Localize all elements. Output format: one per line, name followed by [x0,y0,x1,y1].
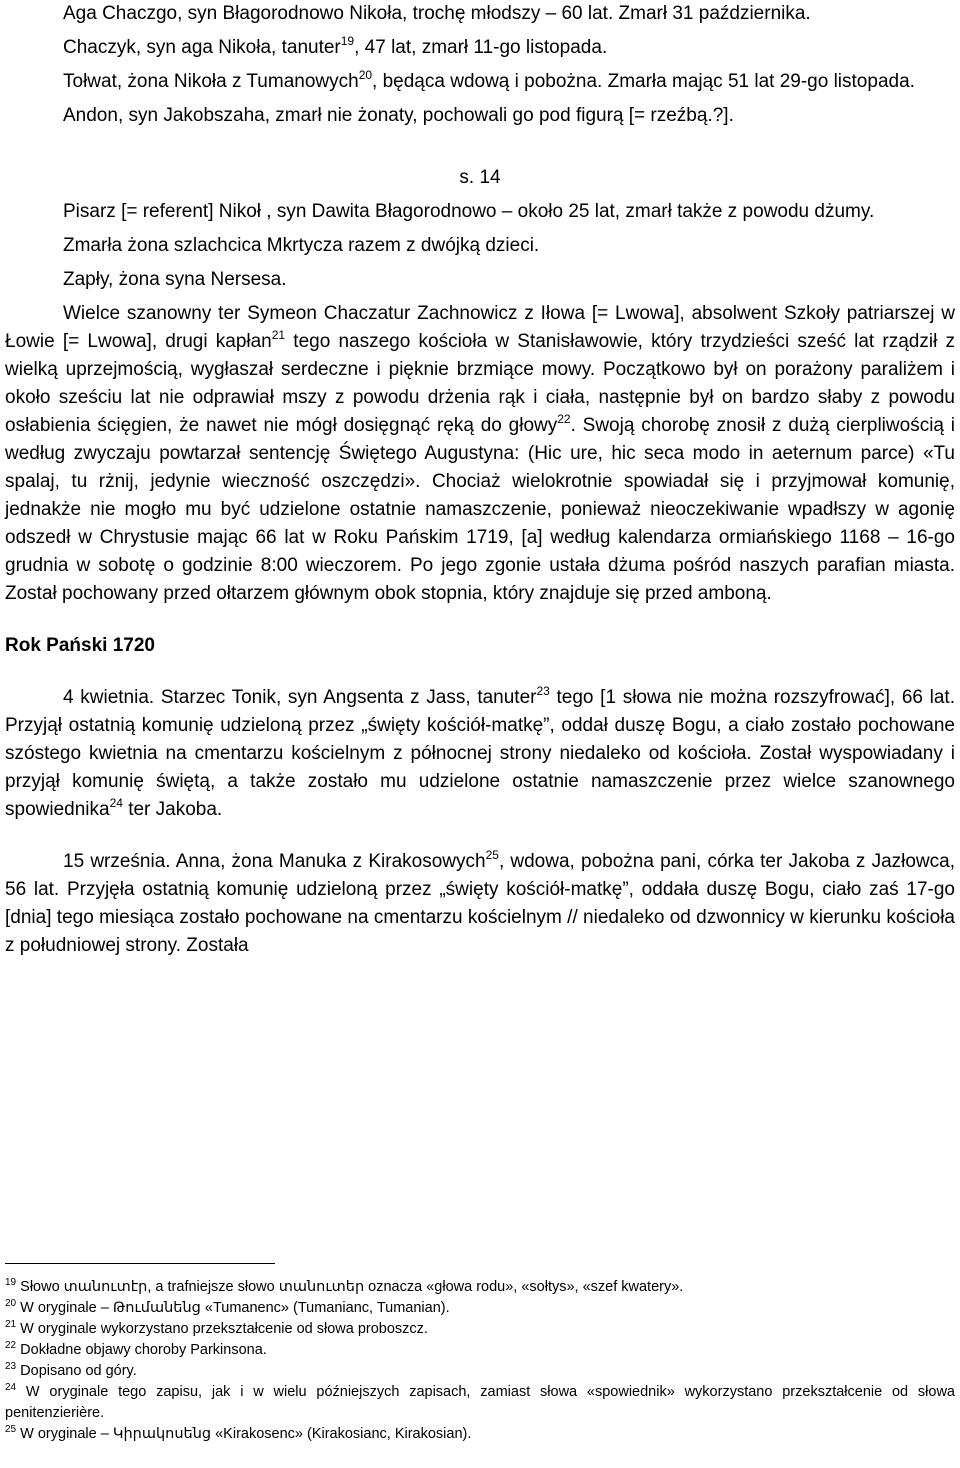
footnote-number: 21 [5,1319,17,1330]
footnotes [5,1277,955,1445]
text-run: Pisarz [= referent] Nikoł , syn Dawita Błagorodnowo – około 25 lat, zmarł także z powodu dżumy. [63,201,875,222]
footnote-ref: 21 [271,328,286,342]
paragraph [5,684,955,824]
footnote [5,1361,955,1382]
text-run: Aga Chaczgo, syn Błagorodnowo Nikoła, trochę młodszy – 60 lat. Zmarł 31 października. [63,3,811,24]
paragraph [5,232,955,260]
text-run: Andon, syn Jakobszaha, zmarł nie żonaty, pochowali go pod figurą [= rzeźbą.?]. [63,105,734,126]
text-run: , 47 lat, zmarł 11-go listopada. [354,37,608,58]
year-heading: Rok Pański 1720 [5,635,155,656]
spacer [5,824,955,848]
paragraph [5,102,955,130]
text-run: Zmarła żona szlachcica Mkrtycza razem z dwójką dzieci. [63,235,540,256]
paragraph [5,300,955,608]
text-run: , wdowa, pobożna pani, córka ter Jakoba z Jazłowca, 56 lat. Przyjęła ostatnią komunię udzieloną przez „święty kościół-matkę”, oddała duszę Bogu, ciało zaś 17-go [dnia] tego miesiąca zostało pochowane na cmentarzu kościelnym // niedaleko od dzwonnicy w kierunku kościoła z południowej strony. Została [5,851,955,956]
footnote-number: 22 [5,1340,17,1351]
footnote-ref: 20 [358,68,373,82]
footnote-separator [5,1263,275,1264]
footnote-text: Dokładne objawy choroby Parkinsona. [16,1342,267,1358]
text-run: 15 września. Anna, żona Manuka z Kirakosowych [63,851,486,872]
footnote-text: W oryginale – Կիրակոսենց «Kirakosenc» (Kirakosianc, Kirakosian). [16,1426,472,1442]
text-run: , będąca wdową i pobożna. Zmarła mając 51 lat 29-go listopada. [372,71,915,92]
footnote-number: 24 [5,1382,17,1393]
paragraph [5,198,955,226]
text-run: ter Jakoba. [122,799,223,820]
text-run: Chaczyk, syn aga Nikoła, tanuter [63,37,341,58]
text-run: . Swoją chorobę znosił z dużą cierpliwością i według zwyczaju powtarzał sentencję Świętego Augustyna: (Hic ure, hic seca modo in aeternum parce) «Tu spalaj, tu rżnij, jedynie wieczność oszczędzi». Chociaż wielokrotnie spowiadał się i przyjmował komunię, jednakże nie mogło mu być udzielone ostatnie namaszczenie, ponieważ nieoczekiwanie wpadłszy w agonię odszedł w Chrystusie mając 66 lat w Roku Pańskim 1719, [a] według kalendarza ormiańskiego 1168 – 16-go grudnia w sobotę o godzinie 8:00 wieczorem. Po jego zgonie ustała dżuma pośród naszych parafian miasta. Został pochowany przed ołtarzem głównym obok stopnia, który znajduje się przed amboną. [5,415,955,604]
paragraph [5,266,955,294]
page-marker: s. 14 [459,167,501,188]
paragraph [5,0,955,28]
footnote-number: 19 [5,1277,17,1288]
footnote-text: Słowo տանուտէր, a trafniejsze słowo տանուտեր oznacza «głowa rodu», «sołtys», «szef kwatery». [16,1279,684,1295]
spacer [5,608,955,632]
footnote-number: 20 [5,1298,17,1309]
footnote [5,1298,955,1319]
footnote [5,1340,955,1361]
footnote-text: W oryginale – Թումանենց «Tumanenc» (Tumanianc, Tumanian). [16,1300,450,1316]
footnote-text: Dopisano od góry. [16,1363,137,1379]
text-run: Wielce szanowny ter Symeon Chaczatur Zachnowicz z Iłowa [= Lwowa], absolwent Szkoły patriarszej w Łowie [= Lwowa], drugi kapłan [5,303,955,352]
footnote-ref: 19 [340,34,355,48]
spacer [5,130,955,164]
paragraph [5,34,955,62]
text-run: tego naszego kościoła w Stanisławowie, który trzydzieści sześć lat rządził z wielką uprzejmością, wygłaszał serdeczne i pięknie brzmiące mowy. Początkowo był on porażony paraliżem i około sześciu lat nie odprawiał mszy z powodu drżenia rąk i ciała, następnie był on bardzo słaby z powodu osłabienia ścięgien, że nawet nie mógł dosięgnąć ręką do głowy [5,331,956,436]
footnote-ref: 23 [536,684,550,698]
footnote-number: 23 [5,1361,17,1372]
footnote-number: 25 [5,1424,17,1435]
footnote-text: W oryginale wykorzystano przekształcenie od słowa proboszcz. [16,1321,428,1337]
footnote-text: W oryginale tego zapisu, jak i w wielu późniejszych zapisach, zamiast słowa «spowiednik» wykorzystano przekształcenie od słowa penitenzierière. [5,1384,955,1421]
text-run: Zapły, żona syna Nersesa. [63,269,287,290]
text-run: 4 kwietnia. Starzec Tonik, syn Angsenta z Jass, tanuter [63,687,537,708]
paragraph [5,68,955,96]
footnote-ref: 24 [109,796,123,810]
footnote-ref: 22 [557,412,571,426]
footnote [5,1424,955,1445]
footnote [5,1277,955,1298]
document-body [5,0,955,960]
paragraph [5,848,955,960]
footnote [5,1319,955,1340]
footnote [5,1382,955,1424]
footnote-ref: 25 [485,848,499,862]
spacer [5,660,955,684]
text-run: Tołwat, żona Nikoła z Tumanowych [63,71,359,92]
text-run: tego [1 słowa nie można rozszyfrować], 66 lat. Przyjął ostatnią komunię udzieloną przez „święty kościół-matkę”, oddał duszę Bogu, a ciało zostało pochowane szóstego kwietnia na cmentarzu kościelnym z północnej strony niedaleko od kościoła. Został wyspowiadany i przyjął komunię świętą, a także zostało mu udzielone ostatnie namaszczenie przez wielce szanownego spowiednika [5,687,955,820]
